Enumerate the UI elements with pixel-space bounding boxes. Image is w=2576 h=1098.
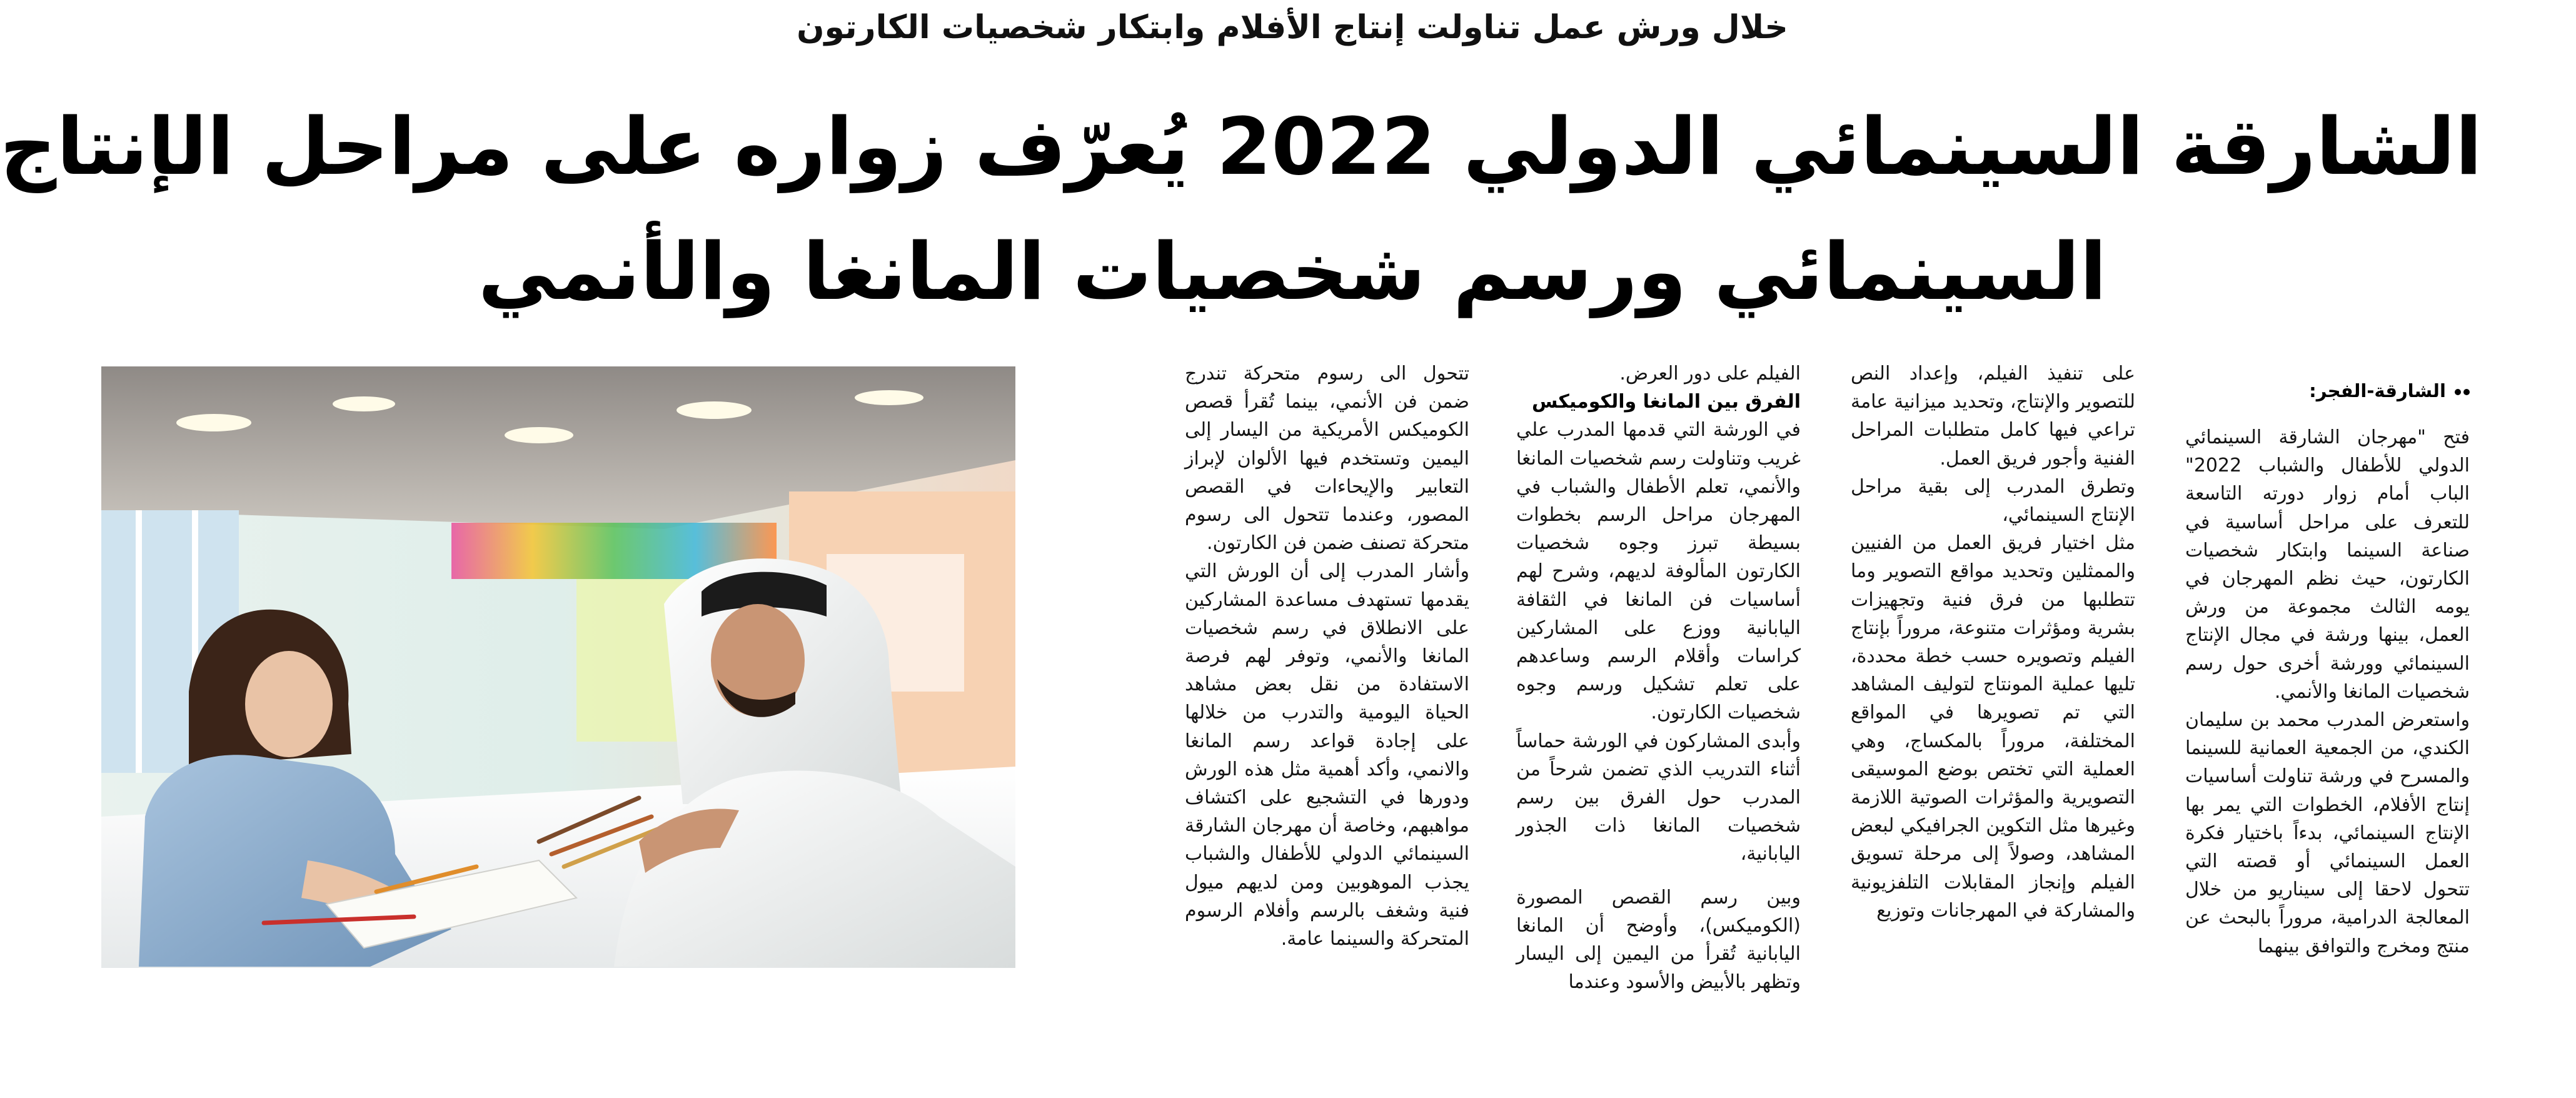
article-kicker: خلال ورش عمل تناولت إنتاج الأفلام وابتكار شخصيات الكارتون	[797, 9, 1788, 46]
paragraph: وأشار المدرب إلى أن الورش التي يقدمها تستهدف مساعدة المشاركين على الانطلاق في رسم شخصيات المانغا والأنمي، وتوفر لهم فرصة الاستفادة من نقل بعض مشاهد الحياة اليومية والتدرب من خلالها على إجادة قواعد رسم المانغا والانمي، وأكد أهمية مثل هذه الورش ودورها في التشجيع على اكتشاف مواهبهم، وخاصة أن مهرجان الشارقة السينمائي الدولي للأطفال والشباب يجذب الموهوبين ومن لديهم ميول فنية وشغف بالرسم وأفلام الرسوم المتحركة والسينما عامة.	[1185, 560, 1469, 950]
paragraph: واستعرض المدرب محمد بن سليمان الكندي، من الجمعية العمانية للسينما والمسرح في ورشة تناولت أساسيات إنتاج الأفلام، الخطوات التي يمر بها الإنتاج السينمائي، بدءاً باختيار فكرة العمل السينمائي أو قصته التي تتحول لاحقا إلى سيناريو من خلال المعالجة الدرامية، مروراً بالبحث عن منتج ومخرج والتوافق بينهما	[2185, 709, 2470, 957]
paragraph: وتطرق المدرب إلى بقية مراحل الإنتاج السينمائي،	[1851, 475, 2135, 526]
workshop-photo-illustration	[101, 366, 1015, 968]
byline	[2185, 360, 2470, 405]
article-photo	[101, 366, 1015, 968]
paragraph: فتح "مهرجان الشارقة السينمائي الدولي للأطفال والشباب 2022" الباب أمام زوار دورته التاسعة للتعرف على مراحل أساسية في صناعة السينما وابتكار شخصيات الكارتون، حيث نظم المهرجان في يومه الثالث مجموعة من ورش العمل، بينها ورشة في مجال الإنتاج السينمائي وورشة أخرى حول رسم شخصيات المانغا والأنمي.	[2185, 426, 2470, 703]
article-column-4	[1185, 360, 1469, 975]
paragraph-gap	[1516, 869, 1801, 884]
paragraph: مثل اختيار فريق العمل من الفنيين والممثلين وتحديد مواقع التصوير وما تتطلبها من فرق فنية وتجهيزات بشرية ومؤثرات متنوعة، مروراً بإنتاج الفيلم وتصويره حسب خطة محددة، تليها عملية المونتاج لتوليف المشاهد التي تم تصويرها في المواقع المختلفة، مروراً بالمكساج، وهي العملية التي تختص بوضع الموسيقى التصويرية والمؤثرات الصوتية اللازمة وغيرها مثل التكوين الجرافيكي لبعض المشاهد، وصولاً إلى مرحلة تسويق الفيلم وإنجاز المقابلات التلفزيونية والمشاركة في المهرجانات وتوزيع	[1851, 532, 2135, 922]
article-headline	[0, 84, 2482, 335]
headline-line-2: السينمائي ورسم شخصيات المانغا والأنمي	[478, 226, 2107, 318]
paragraph: على تنفيذ الفيلم، وإعداد النص للتصوير والإنتاج، وتحديد ميزانية عامة تراعي فيها كامل متطلبات المراحل الفنية وأجور فريق العمل.	[1851, 363, 2135, 470]
paragraph: تتحول الى رسوم متحركة تندرج ضمن فن الأنمي، بينما تُقرأ قصص الكوميكس الأمريكية من اليسار إلى اليمين وتستخدم فيها الألوان لإبراز التعابير والإيحاءات في القصص المصور، وعندما تتحول الى رسوم متحركة تصنف ضمن فن الكارتون.	[1185, 363, 1469, 555]
bullet-dots-icon	[2452, 380, 2470, 401]
byline-text: الشارقة-الفجر:	[2309, 380, 2446, 401]
paragraph: وأبدى المشاركون في الورشة حماساً أثناء التدريب الذي تضمن شرحاً من المدرب حول الفرق بين رسم شخصيات المانغا ذات الجذور اليابانية،	[1516, 730, 1801, 865]
article-column-2	[1851, 360, 2135, 975]
subheading: الفرق بين المانغا والكوميكس	[1532, 391, 1801, 413]
paragraph: في الورشة التي قدمها المدرب علي غريب وتناولت رسم شخصيات المانغا والأنمي، تعلم الأطفال والشباب في المهرجان مراحل الرسم بخطوات بسيطة تبرز وجوه شخصيات الكارتون المألوفة لديهم، وشرح لهم أساسيات فن المانغا في الثقافة اليابانية ووزع على المشاركين كراسات وأقلام الرسم وساعدهم على تعلم تشكيل ورسم وجوه شخصيات الكارتون.	[1516, 419, 1801, 724]
paragraph: الفيلم على دور العرض.	[1619, 363, 1801, 385]
paragraph: وبين رسم القصص المصورة (الكوميكس)، وأوضح أن المانغا اليابانية تُقرأ من اليمين إلى اليسار وتظهر بالأبيض والأسود وعندما	[1516, 886, 1801, 994]
article-column-1	[2185, 360, 2470, 975]
headline-line-1: الشارقة السينمائي الدولي 2022 يُعرّف زواره على مراحل الإنتاج	[0, 101, 2482, 193]
article-column-3	[1516, 360, 1801, 994]
